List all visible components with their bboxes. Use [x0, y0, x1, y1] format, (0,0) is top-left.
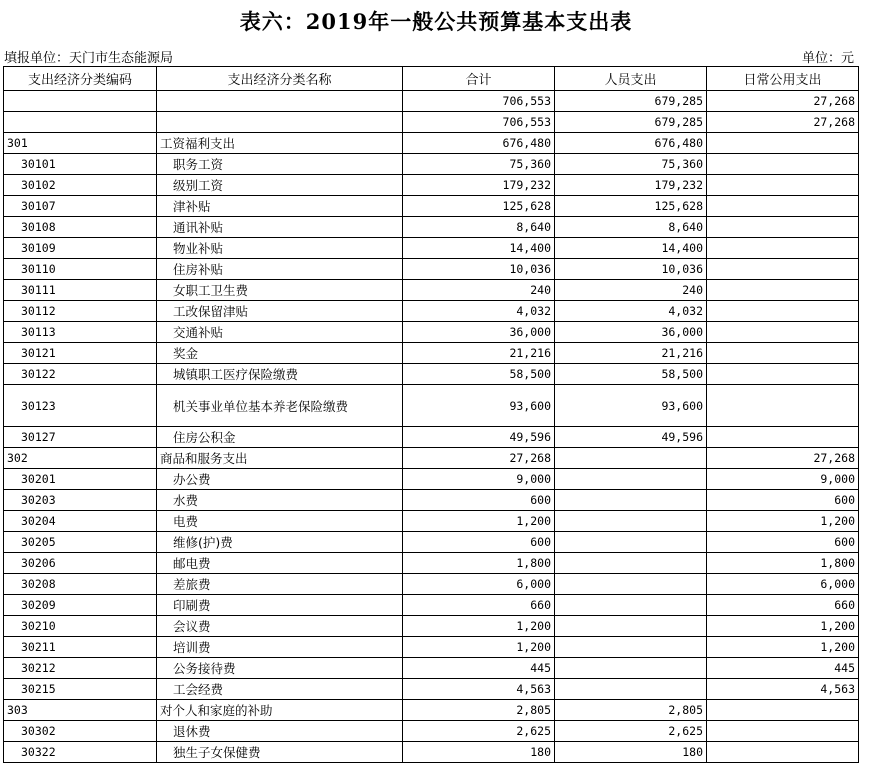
cell-personnel [555, 574, 707, 595]
cell-personnel: 180 [555, 742, 707, 763]
cell-name: 职务工资 [157, 154, 403, 175]
table-row [4, 532, 859, 553]
cell-total: 600 [403, 490, 555, 511]
cell-total: 180 [403, 742, 555, 763]
cell-name: 公务接待费 [157, 658, 403, 679]
cell-code: 30111 [4, 280, 157, 301]
table-row [4, 658, 859, 679]
cell-code: 30209 [4, 595, 157, 616]
cell-name: 维修(护)费 [157, 532, 403, 553]
table-row [4, 196, 859, 217]
header-total: 合计 [403, 67, 555, 91]
cell-personnel: 676,480 [555, 133, 707, 154]
cell-name: 差旅费 [157, 574, 403, 595]
cell-total: 27,268 [403, 448, 555, 469]
cell-public: 660 [707, 595, 859, 616]
cell-code: 303 [4, 700, 157, 721]
cell-code: 30110 [4, 259, 157, 280]
table-row [4, 637, 859, 658]
cell-public [707, 259, 859, 280]
cell-personnel: 10,036 [555, 259, 707, 280]
cell-public [707, 217, 859, 238]
cell-code: 30212 [4, 658, 157, 679]
cell-total: 36,000 [403, 322, 555, 343]
cell-personnel: 179,232 [555, 175, 707, 196]
cell-code: 30206 [4, 553, 157, 574]
cell-public [707, 322, 859, 343]
cell-code: 30210 [4, 616, 157, 637]
cell-total: 10,036 [403, 259, 555, 280]
cell-code: 301 [4, 133, 157, 154]
cell-personnel [555, 553, 707, 574]
cell-public: 27,268 [707, 112, 859, 133]
cell-name: 级别工资 [157, 175, 403, 196]
cell-name: 机关事业单位基本养老保险缴费 [157, 385, 403, 427]
cell-code: 30215 [4, 679, 157, 700]
cell-total: 2,625 [403, 721, 555, 742]
table-row [4, 112, 859, 133]
cell-total: 93,600 [403, 385, 555, 427]
cell-personnel [555, 595, 707, 616]
cell-personnel: 125,628 [555, 196, 707, 217]
cell-public [707, 742, 859, 763]
cell-total: 75,360 [403, 154, 555, 175]
cell-name: 电费 [157, 511, 403, 532]
cell-total: 706,553 [403, 112, 555, 133]
cell-personnel: 14,400 [555, 238, 707, 259]
table-row [4, 427, 859, 448]
cell-name: 交通补贴 [157, 322, 403, 343]
cell-code: 302 [4, 448, 157, 469]
table-row [4, 322, 859, 343]
cell-personnel [555, 679, 707, 700]
cell-code [4, 112, 157, 133]
cell-total: 9,000 [403, 469, 555, 490]
cell-name: 独生子女保健费 [157, 742, 403, 763]
table-row [4, 217, 859, 238]
cell-personnel [555, 511, 707, 532]
cell-name: 津补贴 [157, 196, 403, 217]
cell-name: 奖金 [157, 343, 403, 364]
cell-total: 706,553 [403, 91, 555, 112]
cell-code: 30205 [4, 532, 157, 553]
header-name: 支出经济分类名称 [157, 67, 403, 91]
page-title: 表六：2019年一般公共预算基本支出表 [239, 9, 633, 34]
table-row [4, 616, 859, 637]
header-code: 支出经济分类编码 [4, 67, 157, 91]
cell-total: 8,640 [403, 217, 555, 238]
cell-public [707, 238, 859, 259]
cell-public: 6,000 [707, 574, 859, 595]
cell-name: 培训费 [157, 637, 403, 658]
table-row [4, 469, 859, 490]
cell-public [707, 364, 859, 385]
cell-public [707, 721, 859, 742]
cell-personnel: 679,285 [555, 91, 707, 112]
cell-name: 住房补贴 [157, 259, 403, 280]
cell-total: 179,232 [403, 175, 555, 196]
cell-public: 1,200 [707, 637, 859, 658]
cell-public [707, 427, 859, 448]
cell-public: 4,563 [707, 679, 859, 700]
cell-code: 30127 [4, 427, 157, 448]
cell-name: 女职工卫生费 [157, 280, 403, 301]
table-row [4, 595, 859, 616]
expenditure-table [3, 66, 859, 763]
table-row [4, 154, 859, 175]
table-row [4, 448, 859, 469]
cell-public [707, 154, 859, 175]
cell-public [707, 343, 859, 364]
cell-public: 1,800 [707, 553, 859, 574]
table-row [4, 385, 859, 427]
cell-code: 30121 [4, 343, 157, 364]
cell-total: 6,000 [403, 574, 555, 595]
table-row [4, 742, 859, 763]
cell-personnel: 93,600 [555, 385, 707, 427]
cell-personnel [555, 532, 707, 553]
cell-name: 通讯补贴 [157, 217, 403, 238]
cell-public [707, 385, 859, 427]
cell-public [707, 301, 859, 322]
cell-name: 商品和服务支出 [157, 448, 403, 469]
cell-name: 办公费 [157, 469, 403, 490]
cell-name: 工资福利支出 [157, 133, 403, 154]
table-row [4, 259, 859, 280]
cell-total: 445 [403, 658, 555, 679]
cell-total: 676,480 [403, 133, 555, 154]
cell-name: 城镇职工医疗保险缴费 [157, 364, 403, 385]
cell-total: 1,200 [403, 637, 555, 658]
cell-personnel: 49,596 [555, 427, 707, 448]
cell-personnel [555, 616, 707, 637]
cell-name [157, 91, 403, 112]
table-row [4, 553, 859, 574]
cell-name: 对个人和家庭的补助 [157, 700, 403, 721]
cell-code: 30122 [4, 364, 157, 385]
cell-code: 30107 [4, 196, 157, 217]
reporting-unit: 填报单位：天门市生态能源局 [4, 51, 174, 66]
cell-code: 30208 [4, 574, 157, 595]
cell-code: 30211 [4, 637, 157, 658]
cell-public: 9,000 [707, 469, 859, 490]
cell-name: 工会经费 [157, 679, 403, 700]
cell-total: 600 [403, 532, 555, 553]
cell-personnel: 8,640 [555, 217, 707, 238]
cell-public [707, 133, 859, 154]
cell-code [4, 91, 157, 112]
cell-total: 125,628 [403, 196, 555, 217]
cell-code: 30203 [4, 490, 157, 511]
table-row [4, 700, 859, 721]
cell-public: 445 [707, 658, 859, 679]
header-row [4, 67, 859, 91]
currency-unit: 单位：元 [801, 51, 854, 66]
table-row [4, 679, 859, 700]
cell-total: 660 [403, 595, 555, 616]
table-row [4, 343, 859, 364]
cell-code: 30204 [4, 511, 157, 532]
cell-public: 1,200 [707, 616, 859, 637]
cell-total: 1,200 [403, 616, 555, 637]
cell-name: 邮电费 [157, 553, 403, 574]
table-row [4, 280, 859, 301]
cell-code: 30302 [4, 721, 157, 742]
cell-total: 4,032 [403, 301, 555, 322]
cell-personnel: 58,500 [555, 364, 707, 385]
header-personnel: 人员支出 [555, 67, 707, 91]
cell-public: 1,200 [707, 511, 859, 532]
cell-code: 30123 [4, 385, 157, 427]
table-row [4, 301, 859, 322]
cell-personnel [555, 637, 707, 658]
cell-code: 30113 [4, 322, 157, 343]
cell-code: 30201 [4, 469, 157, 490]
cell-total: 240 [403, 280, 555, 301]
header-public: 日常公用支出 [707, 67, 859, 91]
cell-personnel [555, 490, 707, 511]
cell-personnel: 2,625 [555, 721, 707, 742]
cell-total: 1,800 [403, 553, 555, 574]
cell-name [157, 112, 403, 133]
cell-total: 14,400 [403, 238, 555, 259]
cell-personnel [555, 448, 707, 469]
table-row [4, 238, 859, 259]
cell-personnel: 4,032 [555, 301, 707, 322]
cell-name: 会议费 [157, 616, 403, 637]
cell-personnel: 75,360 [555, 154, 707, 175]
cell-personnel: 21,216 [555, 343, 707, 364]
cell-public: 27,268 [707, 91, 859, 112]
table-row [4, 490, 859, 511]
cell-total: 21,216 [403, 343, 555, 364]
cell-personnel [555, 658, 707, 679]
cell-total: 4,563 [403, 679, 555, 700]
table-row [4, 175, 859, 196]
cell-public: 27,268 [707, 448, 859, 469]
cell-name: 退休费 [157, 721, 403, 742]
table-row [4, 364, 859, 385]
cell-code: 30101 [4, 154, 157, 175]
cell-total: 1,200 [403, 511, 555, 532]
table-row [4, 721, 859, 742]
cell-personnel: 36,000 [555, 322, 707, 343]
cell-total: 49,596 [403, 427, 555, 448]
table-row [4, 574, 859, 595]
cell-personnel [555, 469, 707, 490]
table-row [4, 91, 859, 112]
cell-name: 住房公积金 [157, 427, 403, 448]
cell-public [707, 700, 859, 721]
cell-name: 工改保留津贴 [157, 301, 403, 322]
cell-personnel: 240 [555, 280, 707, 301]
cell-public [707, 175, 859, 196]
cell-total: 2,805 [403, 700, 555, 721]
cell-code: 30102 [4, 175, 157, 196]
cell-name: 物业补贴 [157, 238, 403, 259]
cell-name: 水费 [157, 490, 403, 511]
cell-total: 58,500 [403, 364, 555, 385]
cell-public [707, 280, 859, 301]
cell-public: 600 [707, 490, 859, 511]
cell-public [707, 196, 859, 217]
cell-name: 印刷费 [157, 595, 403, 616]
table-row [4, 133, 859, 154]
cell-code: 30112 [4, 301, 157, 322]
cell-code: 30108 [4, 217, 157, 238]
cell-personnel: 2,805 [555, 700, 707, 721]
table-body [4, 91, 859, 763]
cell-code: 30109 [4, 238, 157, 259]
cell-public: 600 [707, 532, 859, 553]
table-row [4, 511, 859, 532]
cell-code: 30322 [4, 742, 157, 763]
cell-personnel: 679,285 [555, 112, 707, 133]
